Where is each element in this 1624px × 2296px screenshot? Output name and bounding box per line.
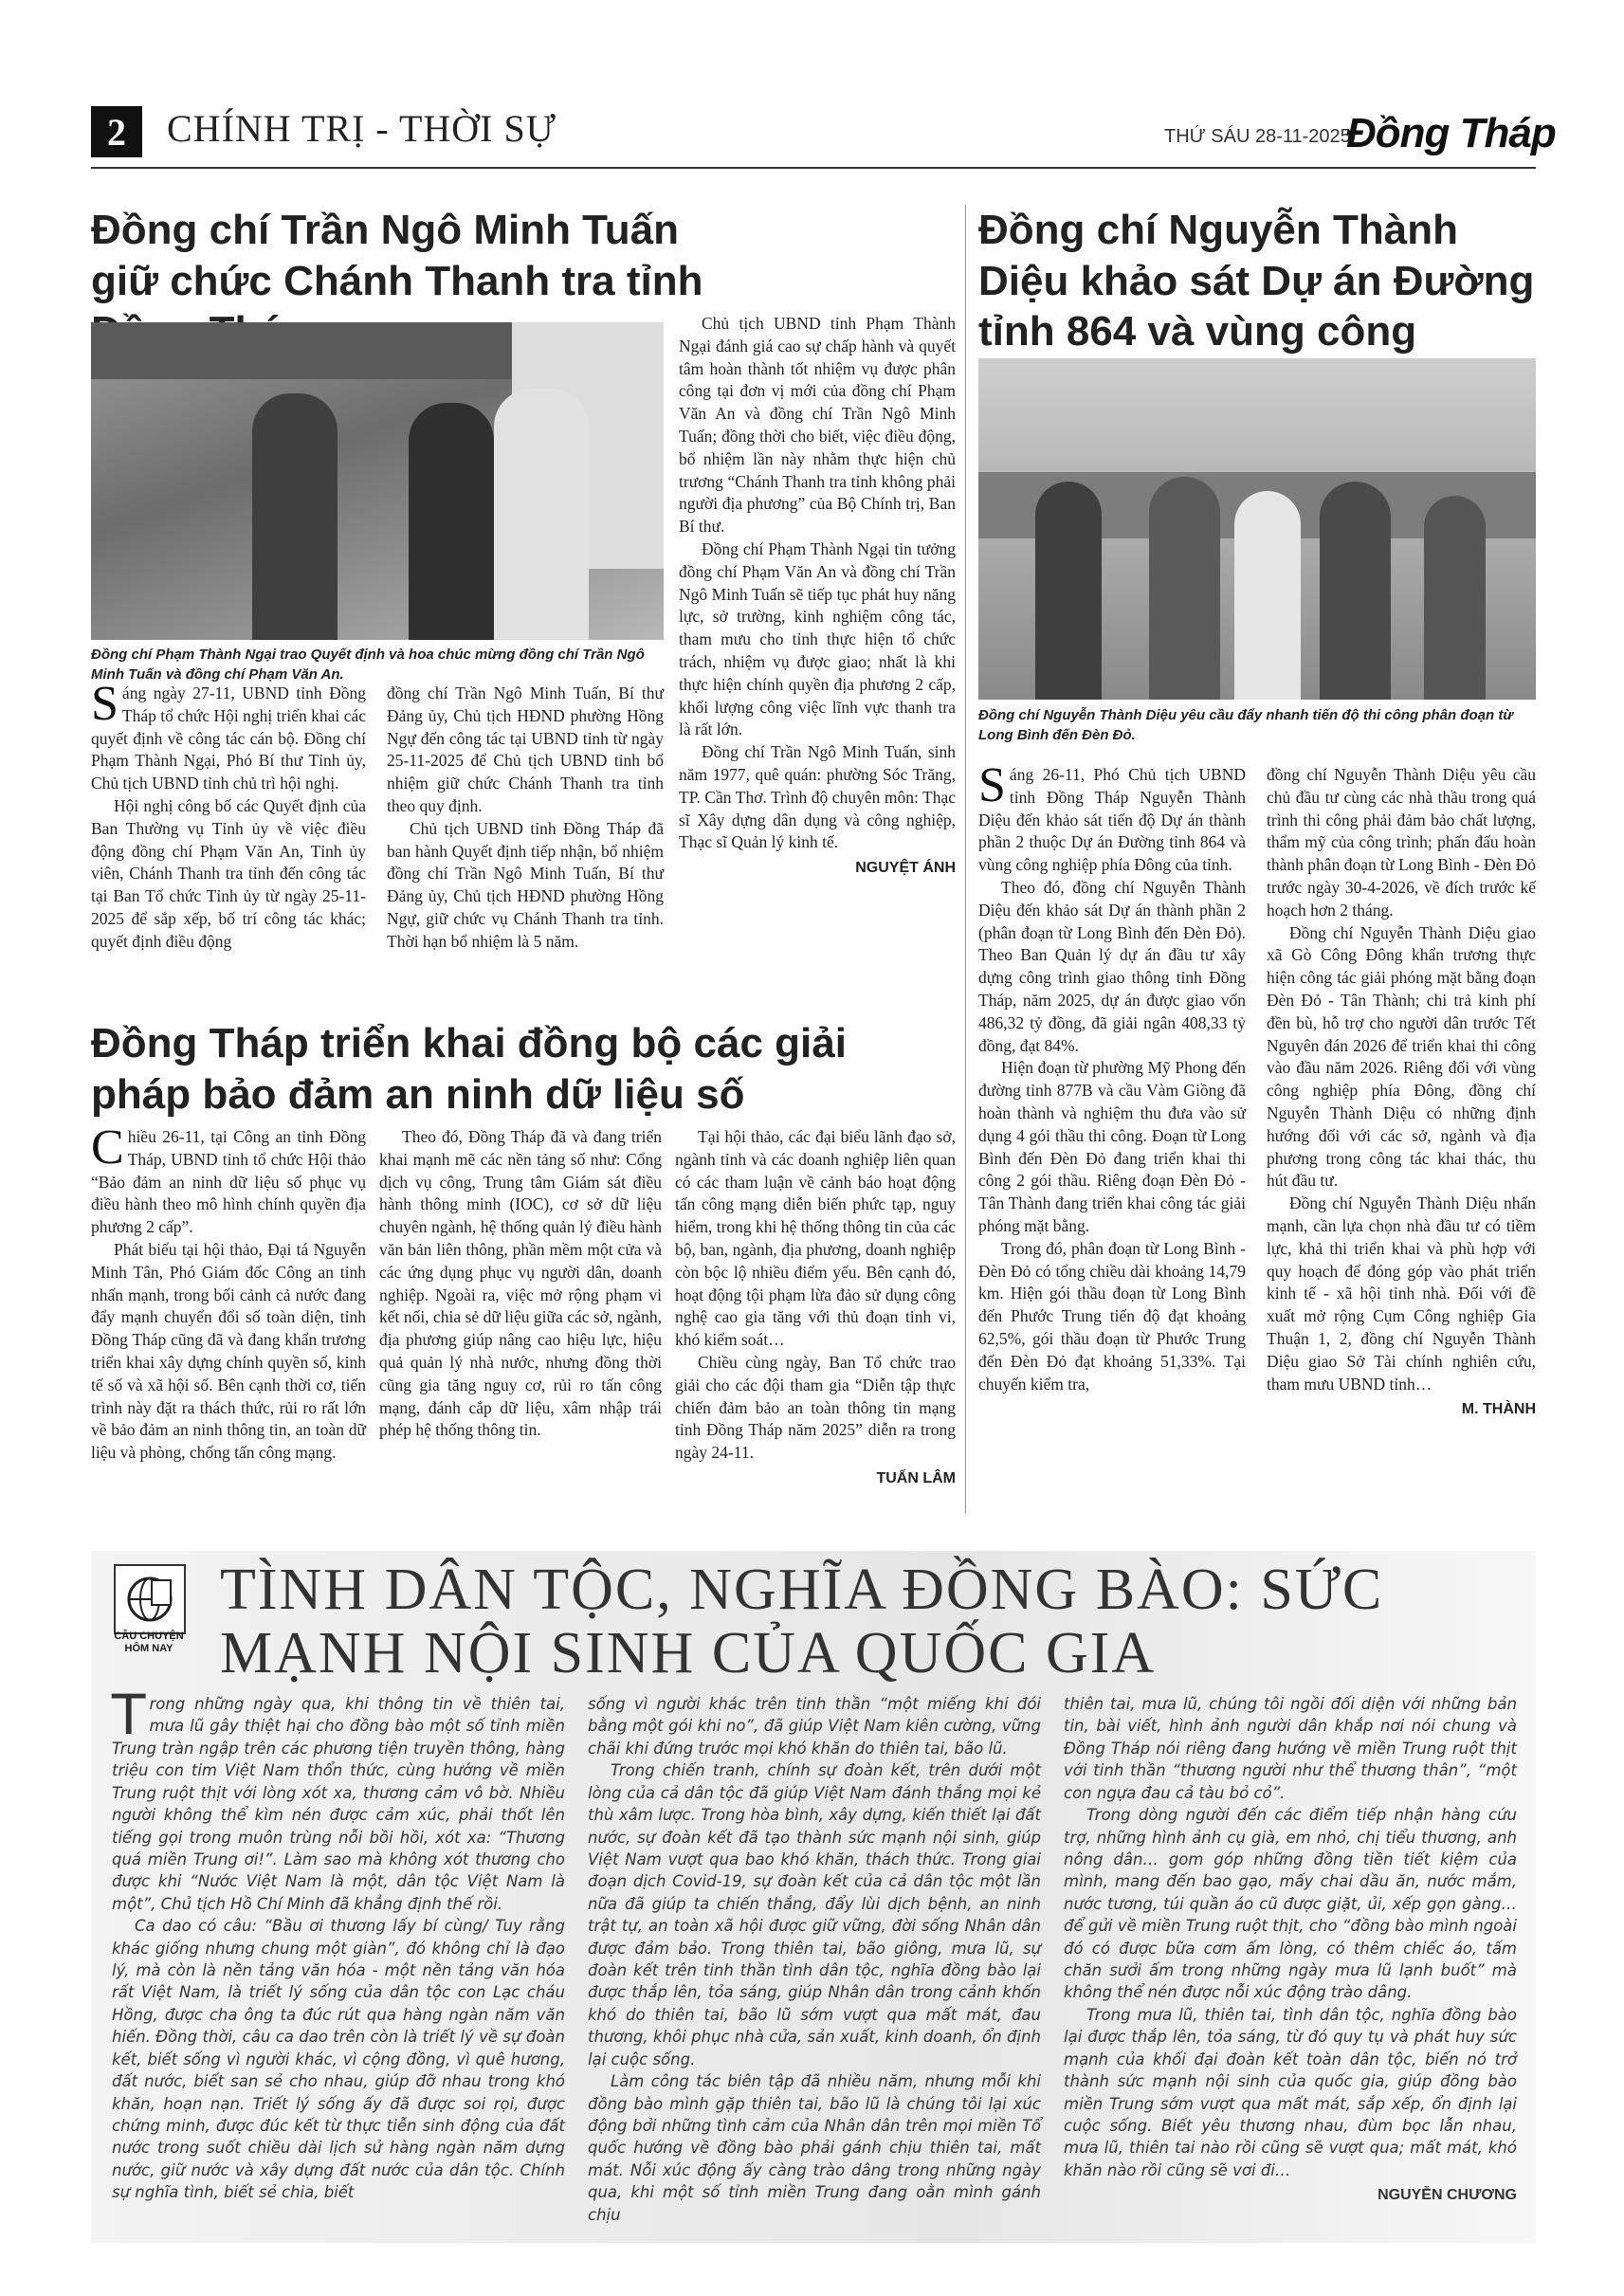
feature-dropcap: T	[112, 1683, 146, 1747]
article1-column-3	[679, 313, 956, 879]
feature-logo-text: CÂU CHUYỆN HÔM NAY	[114, 1631, 184, 1655]
article2-dropcap: S	[978, 758, 1006, 812]
paragraph: Đồng chí Phạm Thành Ngại tin tưởng đồng chí Phạm Văn An và đồng chí Trần Ngô Minh Tuấn sẽ tiếp tục phát huy năng lực, sở trường, kinh nghiệm công tác, tham mưu cho tỉnh thực hiện tổ chức trách, nhiệm vụ được giao; nhất là khi thực hiện chính quyền địa phương 2 cấp, khối lượng công việc lĩnh vực thanh tra là rất lớn.	[679, 538, 956, 739]
page-number: 2	[91, 106, 142, 157]
article3-title: Đồng Tháp triển khai đồng bộ các giải pháp bảo đảm an ninh dữ liệu số	[91, 1020, 847, 1118]
section-title: CHÍNH TRỊ - THỜI SỰ	[167, 107, 557, 150]
article2-column-2	[1267, 764, 1536, 1420]
article2-column-1	[978, 758, 1246, 1395]
article3-author: TUẤN LÂM	[876, 1469, 956, 1486]
paragraph: thiên tai, mưa lũ, chúng tôi ngồi đối diện với những bản tin, bài viết, hình ảnh người dân khắp nơi nói chung và Đồng Tháp nói riêng đang hướng về miền Trung ruột thịt với tinh thần “thương người như thể thương thân”, “một con ngựa đau cả tàu bỏ cỏ”.	[1064, 1695, 1517, 1802]
article2-photo	[978, 358, 1536, 700]
article3-column-1	[91, 1121, 366, 1465]
feature-column-2	[588, 1693, 1041, 2226]
paragraph: Trong dòng người đến các điểm tiếp nhận hàng cứu trợ, những hình ảnh cụ già, em nhỏ, chị tiểu thương, anh nông dân… gom góp những đồng tiền tiết kiệm của mình, mang đến bao gạo, mấy chai dầu ăn, nước mắm, nước tương, túi quần áo cũ được giặt, ủi, xếp gọn gàng… để gửi về miền Trung ruột thịt, cho “đồng bào mình ngoài đó có được bữa cơm ấm lòng, có thêm chiếc áo, tấm chăn sưởi ấm trong những ngày mưa lũ lạnh buốt” mà không thể nén được nỗi xúc động trào dâng.	[1064, 1806, 1517, 2002]
paragraph: Trong mưa lũ, thiên tai, tình dân tộc, nghĩa đồng bào lại được thắp lên, tỏa sáng, từ đó quy tụ và phát huy sức mạnh của khối đại đoàn kết toàn dân tộc, biến nó trở thành sức mạnh nội sinh của quốc gia, giúp đồng bào miền Trung sớm vượt qua mất mát, sắp xếp, ổn định lại cuộc sống. Biết yêu thương nhau, đùm bọc lẫn nhau, mưa lũ, thiên tai nào rồi cũng sẽ vượt qua; mất mát, khó khăn nào rồi cũng sẽ vơi đi…	[1064, 2005, 1517, 2179]
article1-column-1	[91, 677, 366, 954]
paragraph: hiều 26-11, tại Công an tỉnh Đồng Tháp, UBND tỉnh tổ chức Hội thảo “Bảo đảm an ninh dữ liệu số phục vụ điều hành theo mô hình chính quyền địa phương 2 cấp”.	[91, 1127, 366, 1237]
paragraph: Trong chiến tranh, chính sự đoàn kết, trên dưới một lòng của cả dân tộc đã giúp Việt Nam đánh thắng mọi kẻ thù xâm lược. Trong hòa bình, xây dựng, kiến thiết lại đất nước, sự đoàn kết đã tạo thành sức mạnh nội sinh, giúp Việt Nam vượt qua bao khó khăn, thách thức. Trong giai đoạn dịch Covid-19, sự đoàn kết của cả dân tộc một lần nữa đã giúp ta chiến thắng, đẩy lùi dịch bệnh, an ninh trật tự, an toàn xã hội được giữ vững, đời sống Nhân dân được đảm bảo. Trong thiên tai, bão giông, mưa lũ, sự đoàn kết trên tinh thần tình dân tộc, nghĩa đồng bào lại được thắp lên, tỏa sáng, giúp Nhân dân trong cảnh khốn khó do thiên tai, bão lũ sớm vượt qua mất mát, đau thương, khôi phục nhà cửa, sản xuất, kinh doanh, ổn định lại cuộc sống.	[588, 1761, 1041, 2068]
header-divider	[91, 167, 1536, 169]
article1-dropcap: S	[91, 677, 119, 731]
issue-date: THỨ SÁU 28-11-2025	[1164, 126, 1351, 147]
feature-title: TÌNH DÂN TỘC, NGHĨA ĐỒNG BÀO: SỨC MẠNH NỘI SINH CỦA QUỐC GIA	[220, 1558, 1384, 1686]
paragraph: Chủ tịch UBND tỉnh Phạm Thành Ngại đánh giá cao sự chấp hành và quyết tâm hoàn thành tốt nhiệm vụ được phân công tại đơn vị mới của đồng chí Phạm Văn An và đồng chí Trần Ngô Minh Tuấn; đồng thời cho biết, việc điều động, bổ nhiệm lần này nhằm thực hiện chủ trương “Chánh Thanh tra tỉnh không phải người địa phương” của Bộ Chính trị, Ban Bí thư.	[679, 314, 956, 537]
paragraph: Theo đó, đồng chí Nguyễn Thành Diệu đến khảo sát Dự án thành phần 2 (phân đoạn từ Long Bình đến Đèn Đỏ). Theo Ban Quản lý dự án đầu tư xây dựng công trình giao thông tỉnh Đồng Tháp, năm 2025, dự án được giao vốn 486,32 tỷ đồng, đã giải ngân 408,33 tỷ đồng, đạt 84%.	[978, 877, 1246, 1055]
paragraph: Đồng chí Nguyễn Thành Diệu nhấn mạnh, cần lựa chọn nhà đầu tư có tiềm lực, khả thi triển khai và phù hợp với quy hoạch để đóng góp vào phát triển kinh tế - xã hội tỉnh nhà. Đối với đề xuất mở rộng Cụm Công nghiệp Gia Thuận 1, 2, đồng chí Nguyễn Thành Diệu giao Sở Tài chính nghiên cứu, tham mưu UBND tỉnh…	[1267, 1194, 1536, 1394]
feature-column-1	[112, 1683, 565, 2204]
paragraph: Đồng chí Trần Ngô Minh Tuấn, sinh năm 1977, quê quán: phường Sóc Trăng, TP. Cần Thơ. Trình độ chuyên môn: Thạc sĩ Xây dựng dân dụng và công nghiệp, Thạc sĩ Quản lý kinh tế.	[679, 742, 956, 852]
paragraph: rong những ngày qua, khi thông tin về thiên tai, mưa lũ gây thiệt hại cho đồng bào một số tỉnh miền Trung tràn ngập trên các phương tiện truyền thông, hàng triệu con tim Việt Nam thổn thức, cùng hướng về miền Trung ruột thịt với lòng xót xa, thương cảm vô bờ. Nhiều người không thể kìm nén được cảm xúc, phải thốt lên tiếng gọi trong muôn trùng nỗi bồi hồi, xót xa: “Thương quá miền Trung ơi!”. Làm sao mà không xót thương cho được khi “Nước Việt Nam là một, dân tộc Việt Nam là một”, Chủ tịch Hồ Chí Minh đã khẳng định thế rồi.	[112, 1695, 565, 1913]
paragraph: Theo đó, Đồng Tháp đã và đang triển khai mạnh mẽ các nền tảng số như: Cổng dịch vụ công, Trung tâm Giám sát điều hành thông minh (IOC), cơ sở dữ liệu chuyên ngành, hệ thống quản lý điều hành văn bản liên thông, phần mềm một cửa và các ứng dụng phục vụ người dân, doanh nghiệp. Ngoài ra, việc mở rộng phạm vi kết nối, chia sẻ dữ liệu giữa các sở, ngành, địa phương giúp nâng cao hiệu lực, hiệu quả quản lý nhà nước, nhưng đồng thời cũng gia tăng nguy cơ, rủi ro tấn công mạng, đánh cắp dữ liệu, xâm nhập trái phép hệ thống thông tin.	[379, 1127, 662, 1440]
article1-author: NGUYỆT ÁNH	[855, 860, 956, 877]
paragraph: Hiện đoạn từ phường Mỹ Phong đến đường tỉnh 877B và cầu Vàm Giồng đã hoàn thành và nghiệm thu đưa vào sử dụng 4 gói thầu thi công. Đoạn từ Long Bình đến Đèn Đỏ đang triển khai thi công 2 gói thầu. Riêng đoạn Đèn Đỏ - Tân Thành đang triển khai công tác giải phóng mặt bằng.	[978, 1058, 1246, 1235]
globe-icon	[114, 1564, 186, 1634]
article2-caption: Đồng chí Nguyễn Thành Diệu yêu cầu đẩy nhanh tiến độ thi công phân đoạn từ Long Bình đến Đèn Đỏ.	[978, 707, 1514, 743]
paragraph: Trong đó, phân đoạn từ Long Bình - Đèn Đỏ có tổng chiều dài khoảng 14,79 km. Hiện gói thầu đoạn từ Long Bình đến Phước Trung tiến độ đạt khoảng 62,5%, gói thầu đoạn từ Phước Trung đến Đèn Đỏ đạt khoảng 51,33%. Tại chuyến kiểm tra,	[978, 1238, 1246, 1394]
paragraph: Ca dao có câu: “Bầu ơi thương lấy bí cùng/ Tuy rằng khác giống nhưng chung một giàn”, đó không chỉ là đạo lý, mà còn là nền tảng văn hóa - một nền tảng văn hóa rất Việt Nam, là triết lý sống của dân tộc con Lạc cháu Hồng, được cha ông ta đúc rút qua hàng ngàn năm văn hiến. Đồng thời, câu ca dao trên còn là triết lý về sự đoàn kết, biết sống vì người khác, vì cộng đồng, vì quê hương, đất nước, biết san sẻ cho nhau, giúp đỡ nhau trong khó khăn, hoạn nạn. Triết lý sống ấy đã được soi rọi, được chứng minh, được đúc kết từ thực tiễn sinh động của đất nước trong suốt chiều dài lịch sử hàng ngàn năm dựng nước, giữ nước và xây dựng đất nước của dân tộc. Chính sự nghĩa tình, biết sẻ chia, biết	[112, 1917, 565, 2202]
article3-column-2	[379, 1126, 662, 1442]
paragraph: Chủ tịch UBND tỉnh Đồng Tháp đã ban hành Quyết định tiếp nhận, bổ nhiệm đồng chí Trần Ngô Minh Tuấn, Bí thư Đảng ủy, Chủ tịch HĐND phường Hồng Ngự, giữ chức vụ Chánh Thanh tra tỉnh. Thời hạn bổ nhiệm là 5 năm.	[387, 818, 664, 951]
paragraph: Chiều cùng ngày, Ban Tổ chức trao giải cho các đội tham gia “Diễn tập thực chiến đảm bảo an toàn thông tin mạng tỉnh Đồng Tháp năm 2025” diễn ra trong ngày 24-11.	[675, 1352, 956, 1463]
article1-column-2	[387, 683, 664, 954]
article1-caption: Đồng chí Phạm Thành Ngại trao Quyết định và hoa chúc mừng đồng chí Trần Ngô Minh Tuấn và đồng chí Phạm Văn An.	[91, 647, 645, 683]
paragraph: đồng chí Nguyễn Thành Diệu yêu cầu chủ đầu tư cùng các nhà thầu trong quá trình thi công phải đảm bảo chất lượng, thẩm mỹ của công trình; phấn đấu hoàn thành phân đoạn từ Long Bình - Đèn Đỏ trước ngày 30-4-2026, về đích trước kế hoạch hơn 2 tháng.	[1267, 765, 1536, 920]
paragraph: Đồng chí Nguyễn Thành Diệu giao xã Gò Công Đông khẩn trương thực hiện công tác giải phóng mặt bằng đoạn Đèn Đỏ - Tân Thành; chi trả kinh phí đền bù, hỗ trợ cho người dân trước Tết Nguyên đán 2026 để triển khai thi công vào đầu năm 2026. Riêng đối với vùng công nghiệp phía Đông, đồng chí Nguyễn Thành Diệu có những định hướng đối với các sở, ngành và địa phương trong công tác khai thác, thu hút đầu tư.	[1267, 922, 1536, 1191]
article3-dropcap: C	[91, 1121, 124, 1175]
article2-title: Đồng chí Nguyễn Thành Diệu khảo sát Dự án Đường tỉnh 864 và vùng công	[978, 207, 1535, 355]
paragraph: Tại hội thảo, các đại biểu lãnh đạo sở, ngành tỉnh và các doanh nghiệp liên quan có các tham luận về cảnh báo hoạt động tấn công mạng diễn biến phức tạp, nguy hiểm, trong khi hệ thống thông tin của các bộ, ban, ngành, địa phương, doanh nghiệp còn bộc lộ nhiều điểm yếu. Bên cạnh đó, hoạt động tội phạm lừa đảo sử dụng công nghệ cao gia tăng với thủ đoạn tinh vi, khó kiểm soát…	[675, 1127, 956, 1350]
paragraph: sống vì người khác trên tinh thần “một miếng khi đói bằng một gói khi no”, đã giúp Việt Nam kiên cường, vững chãi khi đứng trước mọi khó khăn do thiên tai, bão lũ.	[588, 1695, 1041, 1758]
paragraph: Phát biểu tại hội thảo, Đại tá Nguyễn Minh Tân, Phó Giám đốc Công an tỉnh nhấn mạnh, trong bối cảnh cả nước đang đẩy mạnh chuyển đổi số toàn diện, tỉnh Đồng Tháp cũng đã và đang khẩn trương triển khai xây dựng chính quyền số, kinh tế số và xã hội số. Bên cạnh thời cơ, tiến trình này đặt ra thách thức, rủi ro rất lớn về bảo đảm an ninh thông tin, an toàn dữ liệu và phòng, chống tấn công mạng.	[91, 1239, 366, 1463]
article2-author: M. THÀNH	[1461, 1401, 1536, 1418]
paragraph: đồng chí Trần Ngô Minh Tuấn, Bí thư Đảng ủy, Chủ tịch HĐND phường Hồng Ngự đến công tác tại UBND tỉnh từ ngày 25-11-2025 để Chủ tịch UBND tỉnh bổ nhiệm giữ chức Chánh Thanh tra tỉnh theo quy định.	[387, 683, 664, 815]
article1-title: Đồng chí Trần Ngô Minh Tuấn giữ chức Chánh Thanh tra tỉnh	[91, 207, 703, 304]
paragraph: Hội nghị công bố các Quyết định của Ban Thường vụ Tỉnh ủy về việc điều động đồng chí Phạm Văn An, Tỉnh ủy viên, Chánh Thanh tra tỉnh đến công tác tại Ban Tổ chức Tỉnh ủy từ ngày 25-11-2025 để sắp xếp, bố trí công tác khác; quyết định điều động	[91, 795, 366, 951]
feature-column-3	[1064, 1693, 1517, 2207]
feature-author: NGUYỄN CHƯƠNG	[1378, 2187, 1517, 2204]
paragraph: Làm công tác biên tập đã nhiều năm, nhưng mỗi khi đồng bào mình gặp thiên tai, bão lũ là chúng tôi lại xúc động bởi những tình cảm của Nhân dân trên mọi miền Tổ quốc hướng về đồng bào phải gánh chịu thiên tai, mất mát. Nỗi xúc động ấy càng trào dâng trong những ngày qua, khi một số tỉnh miền Trung đang oằn mình gánh chịu	[588, 2072, 1041, 2224]
newspaper-logo: Đồng Tháp	[1346, 110, 1556, 156]
article1-photo	[91, 322, 664, 640]
article3-column-3	[675, 1126, 956, 1489]
paragraph: áng ngày 27-11, UBND tỉnh Đồng Tháp tổ chức Hội nghị triển khai các quyết định về công tác cán bộ. Đồng chí Phạm Thành Ngại, Phó Bí thư Tỉnh ủy, Chủ tịch UBND tỉnh chủ trì hội nghị.	[91, 683, 366, 793]
column-divider	[965, 205, 966, 1513]
paragraph: áng 26-11, Phó Chủ tịch UBND tỉnh Đồng Tháp Nguyễn Thành Diệu đến khảo sát tiến độ Dự án thành phần 2 thuộc Dự án Đường tỉnh 864 và vùng công nghiệp phía Đông của tỉnh.	[978, 765, 1246, 875]
